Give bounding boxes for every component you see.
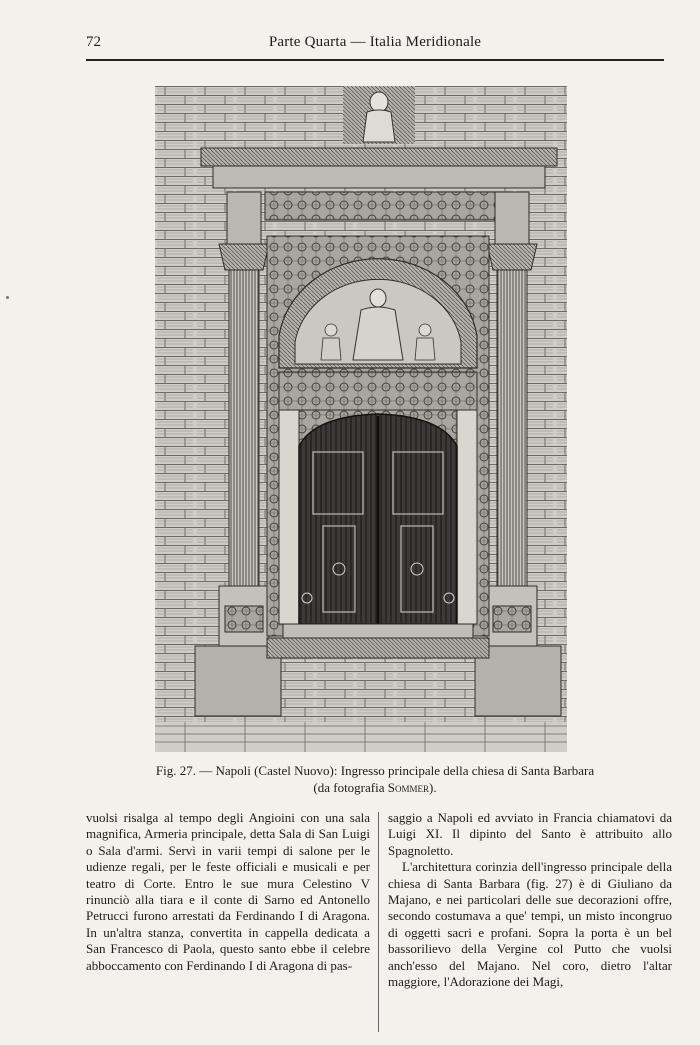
figure-caption: [86, 762, 664, 796]
doorway-engraving: [155, 86, 567, 752]
caption-prefix: (da fotografia: [313, 780, 388, 795]
header-rule: [86, 59, 664, 61]
right-paragraph-1: saggio a Napoli ed avviato in Francia chiamatovi da Luigi XI. Il dipinto del Santo è attribuito allo Spagnoletto.: [388, 810, 672, 858]
column-divider: [378, 812, 379, 1032]
left-column: [86, 810, 370, 974]
left-column-text: vuolsi risalga al tempo degli Angioini con una sala magnifica, Armeria principale, detta Sala di San Luigi o Sala d'armi. Servì in varii tempi di salone per le udienze regali, per le feste officiali e musicali e per teatro di Corte. Entro le sue mura Celestino V rinunciò alla tiara e il conte di Sarno ed Antonello Petrucci furono arrestati da Ferdinando I di Aragona. In un'altra stanza, convertita in cappella dedicata a San Francesco di Paola, questo santo ebbe il celebre abboccamento con Ferdinando I di Aragona di pas-: [86, 810, 370, 973]
right-paragraph-2: L'architettura corinzia dell'ingresso principale della chiesa di Santa Barbara (fig. 27) è di Giuliano da Majano, e nei particolari delle sue decorazioni offre, secondo costumava a que' tempi, un misto incongruo di oggetti sacri e profani. Sopra la porta è un bel bassorilievo della Vergine col Putto che vuolsi anch'esso del Majano. Nel coro, dietro l'altar maggiore, l'Adorazione dei Magi,: [388, 859, 672, 990]
page-speck: [6, 296, 9, 299]
running-header: [86, 34, 664, 56]
caption-photographer: Sommer: [387, 780, 429, 795]
caption-suffix: ).: [429, 780, 437, 795]
caption-line-1: Fig. 27. — Napoli (Castel Nuovo): Ingresso principale della chiesa di Santa Barbara: [155, 763, 595, 778]
running-title: Parte Quarta — Italia Meridionale: [268, 34, 482, 50]
right-column: [388, 810, 672, 990]
caption-line-2: [86, 779, 664, 796]
page-number: 72: [86, 34, 101, 50]
doorway-illustration: [155, 86, 567, 752]
